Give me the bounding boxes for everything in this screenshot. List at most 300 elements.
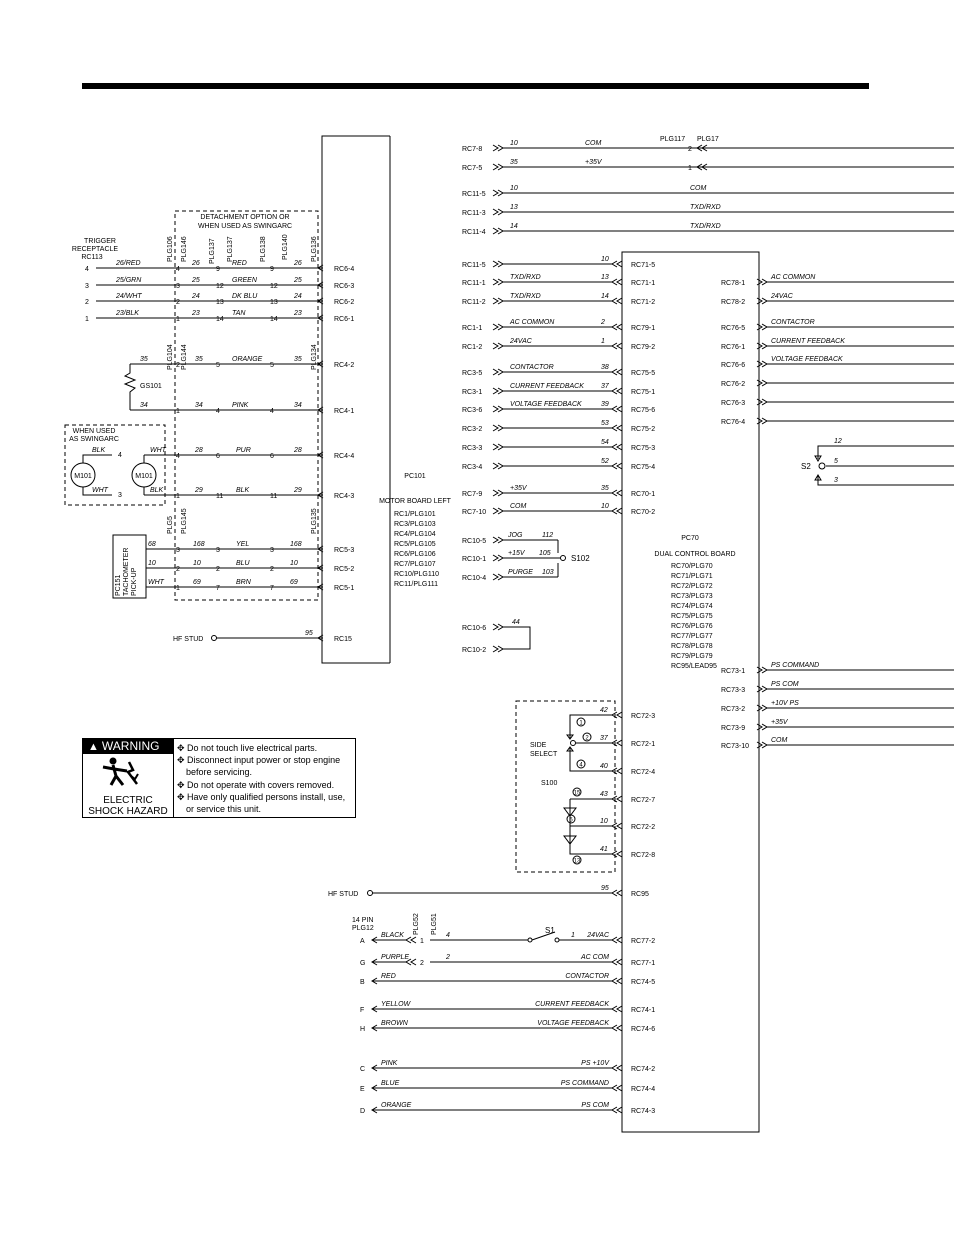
plug-icon	[493, 190, 503, 196]
warning-list	[177, 742, 355, 815]
pin-letter: H	[360, 1026, 366, 1033]
plg-label: PLG138	[260, 236, 267, 262]
wire-number: 69	[290, 579, 298, 586]
wire-number: 10	[290, 560, 298, 567]
signal-label: +10V PS	[771, 700, 799, 707]
pc70-connector: RC70/PLG70	[671, 563, 713, 570]
wire-color: PINK	[381, 1060, 398, 1067]
connector-label: RC15	[334, 636, 352, 643]
connector-label: RC73-1	[721, 668, 746, 675]
connector-label: RC76-5	[721, 325, 746, 332]
wire-number: 168	[290, 541, 302, 548]
plug-icon	[493, 209, 503, 215]
pc101-connector: RC1/PLG101	[394, 511, 436, 518]
connector-label: RC10-5	[462, 538, 487, 545]
pc70-connector: RC78/PLG78	[671, 643, 713, 650]
wire-number: 4	[446, 932, 450, 939]
connector-label: RC70-2	[631, 509, 656, 516]
plug-icon	[493, 298, 503, 304]
connector-label: RC7-9	[462, 491, 483, 498]
pc101-subtitle: MOTOR BOARD LEFT	[379, 498, 451, 505]
wire-number: 35	[510, 159, 518, 166]
s2-wire	[818, 475, 954, 485]
connector-label: RC11-1	[462, 280, 486, 287]
wire-number: 23	[294, 310, 302, 317]
wire-label: 23/BLK	[116, 310, 139, 317]
wire-color: PURPLE	[381, 954, 410, 961]
signal-label: TXD/RXD	[510, 293, 541, 300]
connector-label: RC75-6	[631, 407, 656, 414]
wire-number: 35	[140, 356, 148, 363]
plg-label: PLG5	[167, 516, 174, 534]
pc101-connector: RC11/PLG111	[394, 581, 438, 588]
wire-number: 24	[294, 293, 302, 300]
connector-label: RC11-5	[462, 262, 486, 269]
wire-number: 10	[601, 256, 609, 263]
wire-number: 41	[600, 846, 608, 853]
signal-label: PS COMMAND	[771, 662, 820, 669]
pin-number: 2	[176, 566, 180, 573]
pin-number: 3	[270, 547, 274, 554]
pc101-board-outline	[322, 136, 390, 663]
signal-label: AC COMMON	[771, 274, 816, 281]
signal-label: VOLTAGE FEEDBACK	[537, 1020, 609, 1027]
connector-label: RC10-1	[462, 556, 487, 563]
plug-icon	[493, 624, 503, 630]
connector-label: RC75-3	[631, 445, 656, 452]
wire-number: 10	[510, 185, 518, 192]
wire-number: 34	[294, 402, 302, 409]
wire-color: BLU	[236, 560, 250, 567]
wire-color: PUR	[236, 447, 251, 454]
pin-number: 4	[176, 266, 180, 273]
plug-icon	[612, 1025, 622, 1031]
motor-lead	[83, 455, 112, 463]
plug-icon	[612, 1006, 622, 1012]
pin-number: 11	[216, 493, 224, 500]
pc101-connector: RC6/PLG106	[394, 551, 436, 558]
pin-number: 1	[420, 938, 424, 945]
connector-label: RC74-1	[631, 1007, 656, 1014]
pc70-connector: RC95/LEAD95	[671, 663, 717, 670]
pin-number: 2	[420, 960, 424, 967]
plug-icon	[612, 425, 622, 431]
connector-label: RC73-10	[721, 743, 750, 750]
plug-icon	[493, 444, 503, 450]
s2-wire	[818, 446, 954, 459]
connector-label: RC72-8	[631, 852, 656, 859]
signal-label: VOLTAGE FEEDBACK	[510, 401, 582, 408]
swingarc-label: WHEN USED	[72, 428, 116, 435]
wire-number: 29	[195, 487, 203, 494]
wire-number: 26	[294, 260, 302, 267]
wire-number: 23	[192, 310, 200, 317]
signal-label: CURRENT FEEDBACK	[771, 338, 845, 345]
plug-icon	[612, 508, 622, 514]
warning-footer-line-1: ELECTRIC	[103, 795, 153, 806]
plg-label: PLG146	[181, 236, 188, 262]
pin-number: 1	[176, 408, 180, 415]
plg-label: PLG136	[311, 236, 318, 262]
pin-number: 7	[216, 585, 220, 592]
connector-label: RC1-2	[462, 344, 483, 351]
plug-icon	[493, 406, 503, 412]
connector-label: RC76-1	[721, 344, 746, 351]
connector-label: RC71-1	[631, 280, 656, 287]
plug-icon	[612, 768, 622, 774]
wire-color: PINK	[232, 402, 249, 409]
connector-label: RC73-2	[721, 706, 746, 713]
signal-label: 24VAC	[510, 338, 532, 345]
pc101-connector: RC3/PLG103	[394, 521, 436, 528]
s100-label: S100	[541, 780, 558, 787]
connector-label: RC3-5	[462, 370, 483, 377]
warning-item-text: Do not operate with covers removed.	[187, 779, 335, 790]
signal-label: AC COMMON	[510, 319, 555, 326]
pin-number: 3	[176, 283, 180, 290]
detachment-label: DETACHMENT OPTION OR	[200, 214, 290, 221]
wire-number: 35	[601, 485, 609, 492]
plug-icon	[612, 1107, 622, 1113]
wire-color: BLK	[236, 487, 250, 494]
plg-label: PLG106	[167, 236, 174, 262]
signal-label: TXD/RXD	[690, 204, 721, 211]
wire-number: 44	[512, 619, 520, 626]
connector-label: RC78-1	[721, 280, 746, 287]
connector-label: RC72-3	[631, 713, 656, 720]
connector-label: RC76-4	[721, 419, 746, 426]
plug-label: PLG17	[697, 136, 719, 143]
pin-number: 1	[85, 316, 89, 323]
pin-number: 13	[270, 299, 278, 306]
connector-label: RC71-2	[631, 299, 656, 306]
pin-letter: G	[360, 960, 366, 967]
connector-label: RC72-4	[631, 769, 656, 776]
plug-icon	[612, 298, 622, 304]
plug-icon	[612, 796, 622, 802]
hf-stud-label: HF STUD	[328, 891, 359, 898]
pin-letter: A	[360, 938, 365, 945]
plug-icon	[493, 324, 503, 330]
pc70-connector: RC74/PLG74	[671, 603, 713, 610]
plug-icon	[612, 388, 622, 394]
s100-wire	[570, 799, 580, 854]
connector-label: RC11-4	[462, 229, 486, 236]
pc101-connector: RC5/PLG105	[394, 541, 436, 548]
plug-icon	[612, 959, 622, 965]
connector-label: RC4-1	[334, 408, 355, 415]
connector-label: RC7-10	[462, 509, 487, 516]
plug-icon	[612, 490, 622, 496]
wire-color: DK BLU	[232, 293, 258, 300]
detachment-label: WHEN USED AS SWINGARC	[197, 223, 293, 230]
wire-number: 25	[294, 277, 302, 284]
wire-number: 105	[539, 550, 551, 557]
signal-label: CURRENT FEEDBACK	[510, 383, 584, 390]
wire-number: 3	[834, 477, 838, 484]
motor-label: M101	[135, 473, 153, 480]
wire-number: 14	[510, 223, 518, 230]
connector-label: RC95	[631, 891, 649, 898]
pin-number: 2	[176, 299, 180, 306]
wire-number: 39	[601, 401, 609, 408]
connector-label: RC76-2	[721, 381, 746, 388]
plg-label: PLG140	[282, 234, 289, 260]
wire-number: 26	[192, 260, 200, 267]
wire-label: 25/GRN	[116, 277, 142, 284]
pc70-title: PC70	[681, 535, 699, 542]
trigger-label: RC113	[81, 254, 103, 261]
wire-color: BLUE	[381, 1080, 400, 1087]
plug-icon	[493, 508, 503, 514]
connector-label: RC5-1	[334, 585, 355, 592]
tach-label: TACHOMETER	[123, 547, 130, 596]
wire-number: 10	[193, 560, 201, 567]
wire-number: 34	[140, 402, 148, 409]
wire-number: 1	[601, 338, 605, 345]
pin-number: 12	[270, 283, 278, 290]
pin-number: 6	[270, 453, 274, 460]
signal-label: COM	[510, 503, 527, 510]
connector-label: RC7-8	[462, 146, 483, 153]
s102-terminal	[561, 556, 566, 561]
connector-label: RC10-4	[462, 575, 487, 582]
pin-number: 1	[176, 585, 180, 592]
plug-icon	[493, 279, 503, 285]
signal-label: +35V	[771, 719, 788, 726]
signal-label: TXD/RXD	[690, 223, 721, 230]
connector-label: RC6-1	[334, 316, 355, 323]
warning-item: ✥ Do not touch live electrical parts.	[177, 743, 318, 753]
wire-color: YEL	[236, 541, 250, 548]
plug-icon	[612, 1065, 622, 1071]
signal-label: PS COMMAND	[560, 1080, 609, 1087]
plug-icon	[612, 406, 622, 412]
pin-number: 4	[270, 408, 274, 415]
pin-letter: F	[360, 1007, 365, 1014]
wire-number: 112	[542, 532, 554, 539]
pin-number: 14	[270, 316, 278, 323]
pc70-connector: RC76/PLG76	[671, 623, 713, 630]
connector-label: RC4-4	[334, 453, 355, 460]
wire-color: ORANGE	[381, 1102, 412, 1109]
gs101-label: GS101	[140, 383, 162, 390]
tach-label: PC151	[115, 574, 122, 596]
plug-icon	[612, 1085, 622, 1091]
connector-label: RC6-4	[334, 266, 355, 273]
pin-number: 12	[216, 283, 224, 290]
wire-number: 13	[510, 204, 518, 211]
plg-label: PLG135	[311, 508, 318, 534]
connector-label: RC4-3	[334, 493, 355, 500]
signal-label: PS COM	[581, 1102, 609, 1109]
s2-label: S2	[801, 462, 811, 471]
connector-label: RC71-5	[631, 262, 656, 269]
pc101-connector: RC10/PLG110	[394, 571, 440, 578]
signal-label: VOLTAGE FEEDBACK	[771, 356, 843, 363]
connector-label: RC77-2	[631, 938, 656, 945]
wire-number: 24	[192, 293, 200, 300]
plg-label: PLG52	[413, 913, 420, 935]
warning-item: ✥ Have only qualified persons install, use, or service this unit.	[177, 791, 346, 815]
wire-number: 28	[195, 447, 203, 454]
signal-label: COM	[585, 140, 602, 147]
connector-label: RC5-3	[334, 547, 355, 554]
pin-number: 1	[688, 165, 692, 172]
pin-number: 2	[216, 566, 220, 573]
pin-number: 1	[176, 316, 180, 323]
plug-icon	[612, 978, 622, 984]
plug-icon	[612, 823, 622, 829]
hf-stud-terminal	[368, 891, 373, 896]
pin-letter: B	[360, 979, 365, 986]
connector-label: RC70-1	[631, 491, 656, 498]
plug-icon	[493, 555, 503, 561]
plug-icon	[612, 890, 622, 896]
connector-label: RC10-2	[462, 647, 487, 654]
pin-number: 2	[176, 362, 180, 369]
wire-number: 37	[601, 383, 609, 390]
pin-number: 6	[216, 453, 220, 460]
connector-label: RC3-3	[462, 445, 483, 452]
gs101-switch	[125, 364, 135, 410]
connector-label: RC74-3	[631, 1108, 656, 1115]
pin-number: 4	[216, 408, 220, 415]
connector-label: RC3-6	[462, 407, 483, 414]
connector-label: RC79-2	[631, 344, 656, 351]
connector-label: RC73-3	[721, 687, 746, 694]
pin-number: 3	[176, 547, 180, 554]
s102-label: S102	[571, 554, 590, 563]
wire-number: 13	[601, 274, 609, 281]
motor-label: M101	[74, 473, 92, 480]
trigger-label: TRIGGER	[84, 238, 116, 245]
wire-number: 40	[600, 763, 608, 770]
wire-color: GREEN	[232, 277, 257, 284]
signal-label: CONTACTOR	[510, 364, 554, 371]
warning-header	[83, 739, 173, 754]
signal-label: AC COM	[581, 954, 609, 961]
pin-number: 11	[270, 493, 278, 500]
signal-label: PURGE	[508, 569, 533, 576]
pin-number: 13	[216, 299, 224, 306]
pin-number: 4	[118, 452, 122, 459]
plug-icon	[493, 537, 503, 543]
pin14-label: PLG12	[352, 925, 374, 932]
connector-label: RC7-5	[462, 165, 483, 172]
pin14-label: 14 PIN	[352, 917, 374, 924]
s1-label: S1	[545, 926, 555, 935]
wire-color: BRN	[236, 579, 251, 586]
signal-label: +35V	[510, 485, 527, 492]
connector-label: RC72-1	[631, 741, 656, 748]
pc70-connector: RC72/PLG72	[671, 583, 713, 590]
signal-label: 24VAC	[771, 293, 793, 300]
pin-number: 14	[216, 316, 224, 323]
connector-label: RC3-2	[462, 426, 483, 433]
wire-number: 10	[148, 560, 156, 567]
signal-label: CONTACTOR	[771, 319, 815, 326]
wire-color: ORANGE	[232, 356, 263, 363]
connector-label: RC1-1	[462, 325, 483, 332]
wire-number: 37	[600, 735, 608, 742]
wire-number: 103	[542, 569, 554, 576]
plug-icon	[612, 937, 622, 943]
plg-label: PLG137	[227, 236, 234, 262]
pin-number: 4	[176, 453, 180, 460]
plug-icon	[612, 463, 622, 469]
plug-icon	[612, 261, 622, 267]
s1-terminal	[555, 938, 559, 942]
connector-label: RC11-2	[462, 299, 486, 306]
wire-number: 68	[148, 541, 156, 548]
wire-label: 24/WHT	[116, 293, 142, 300]
wire-color: BLK	[150, 487, 164, 494]
plug-icon	[493, 343, 503, 349]
connector-label: RC74-4	[631, 1086, 656, 1093]
s100-pin-number: 15	[573, 790, 581, 797]
pin-number: 2	[688, 146, 692, 153]
wire-number: 43	[600, 791, 608, 798]
pin-number: 5	[270, 362, 274, 369]
warning-footer	[83, 795, 173, 817]
warning-item-text: Have only qualified persons install, use, or service this unit.	[186, 791, 346, 815]
warning-triangle-icon: ▲	[88, 741, 99, 753]
s100-pin-number: 4	[579, 762, 583, 769]
wire-number: 10	[510, 140, 518, 147]
connector-label: RC6-3	[334, 283, 355, 290]
plug-icon	[406, 937, 416, 943]
plug-icon	[612, 444, 622, 450]
warning-item: ✥ Do not operate with covers removed.	[177, 779, 335, 790]
wire-label: 26/RED	[116, 260, 141, 267]
rc10-loop-wire	[503, 627, 530, 649]
connector-label: RC3-1	[462, 389, 483, 396]
wire-color: WHT	[92, 487, 108, 494]
connector-label: RC10-6	[462, 625, 487, 632]
connector-label: RC11-5	[462, 191, 486, 198]
electric-shock-icon	[83, 754, 173, 794]
pin-letter: C	[360, 1066, 366, 1073]
wire-number: 28	[294, 447, 302, 454]
wire-number: 1	[571, 932, 575, 939]
wire-number: 38	[601, 364, 609, 371]
wire-color: RED	[232, 260, 247, 267]
pin-letter: D	[360, 1108, 366, 1115]
signal-label: +15V	[508, 550, 525, 557]
wire-number: 10	[601, 503, 609, 510]
pc70-connector: RC71/PLG71	[671, 573, 713, 580]
plug-icon	[612, 740, 622, 746]
pin-number: 1	[176, 493, 180, 500]
connector-label: RC11-3	[462, 210, 486, 217]
wire-number: 10	[600, 818, 608, 825]
connector-label: RC74-5	[631, 979, 656, 986]
wire-number: 12	[834, 438, 842, 445]
plug-label: PLG117	[660, 136, 686, 143]
wire-number: 168	[193, 541, 205, 548]
signal-label: +35V	[585, 159, 602, 166]
wire-number: 53	[601, 420, 609, 427]
signal-label: TXD/RXD	[510, 274, 541, 281]
pin-number: 9	[270, 266, 274, 273]
connector-label: RC72-2	[631, 824, 656, 831]
wire-number: 2	[601, 319, 605, 326]
plug-icon	[612, 712, 622, 718]
wire-number: 95	[601, 885, 609, 892]
wire-color: YELLOW	[381, 1001, 411, 1008]
signal-label: CURRENT FEEDBACK	[535, 1001, 609, 1008]
